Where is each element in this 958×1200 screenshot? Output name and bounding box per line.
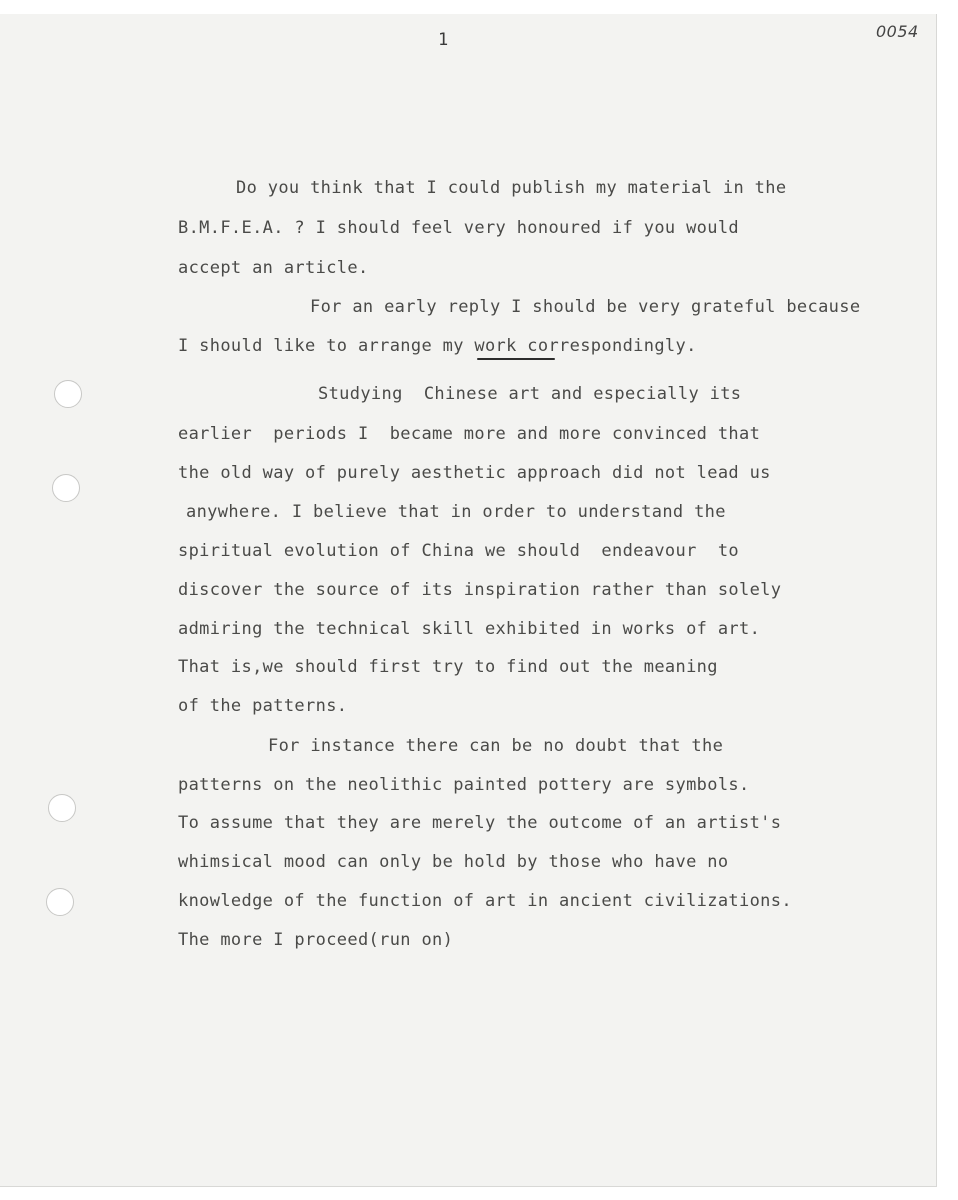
punch-hole — [46, 888, 74, 916]
text-line: discover the source of its inspiration rather than solely — [178, 580, 782, 600]
archive-number: 0054 — [876, 22, 919, 41]
text-line: Studying Chinese art and especially its — [318, 384, 742, 404]
punch-hole — [52, 474, 80, 502]
text-line: knowledge of the function of art in ancient civilizations. — [178, 891, 792, 911]
text-line: of the patterns. — [178, 696, 348, 716]
text-line: the old way of purely aesthetic approach did not lead us — [178, 463, 771, 483]
text-line: B.M.F.E.A. ? I should feel very honoured if you would — [178, 218, 739, 238]
text-line: I should like to arrange my work correspondingly. — [178, 336, 697, 356]
punch-hole — [54, 380, 82, 408]
text-line: To assume that they are merely the outcome of an artist's — [178, 813, 782, 833]
text-line: patterns on the neolithic painted pottery are symbols. — [178, 775, 750, 795]
text-line: For instance there can be no doubt that the — [268, 736, 724, 756]
page-number: 1 — [438, 30, 449, 50]
text-line: For an early reply I should be very grateful because — [310, 297, 861, 317]
punch-hole — [48, 794, 76, 822]
handwritten-underline — [477, 358, 555, 360]
text-line: admiring the technical skill exhibited in works of art. — [178, 619, 761, 639]
text-line: That is,we should first try to find out the meaning — [178, 657, 718, 677]
text-line: The more I proceed(run on) — [178, 930, 454, 950]
text-line: whimsical mood can only be hold by those who have no — [178, 852, 729, 872]
text-line: earlier periods I became more and more convinced that — [178, 424, 761, 444]
text-line: anywhere. I believe that in order to understand the — [186, 502, 726, 522]
text-line: spiritual evolution of China we should endeavour to — [178, 541, 739, 561]
text-line: Do you think that I could publish my material in the — [236, 178, 787, 198]
text-line: accept an article. — [178, 258, 369, 278]
